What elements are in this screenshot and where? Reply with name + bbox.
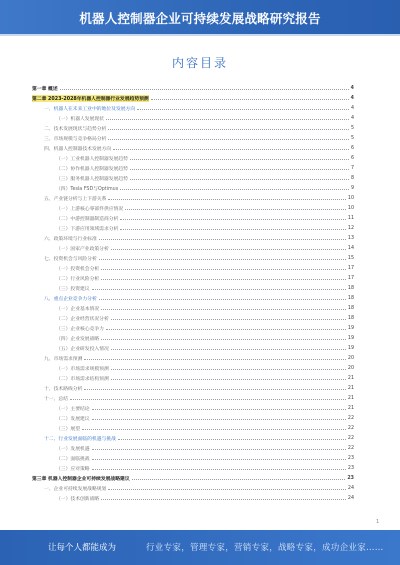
toc-dot-leader (84, 358, 346, 360)
toc-dot-leader (108, 488, 346, 490)
toc-entry[interactable] (32, 283, 354, 293)
toc-entry-label: 二、技术发展现状与趋势分析 (44, 126, 107, 132)
toc-dot-leader (92, 288, 346, 290)
toc-entry-label: 四、机器人控制器技术发展方向 (44, 146, 112, 152)
toc-entry-page: 13 (347, 235, 354, 241)
toc-entry-page: 19 (347, 345, 354, 351)
toc-dot-leader (92, 458, 346, 460)
toc-entry-page: 5 (350, 135, 354, 141)
toc-entry[interactable] (32, 143, 354, 153)
toc-entry-page: 21 (347, 375, 354, 381)
toc-entry[interactable] (32, 423, 354, 433)
toc-entry[interactable] (32, 163, 354, 173)
toc-entry-page: 19 (347, 325, 354, 331)
table-of-contents (32, 83, 354, 517)
toc-entry[interactable] (32, 433, 354, 443)
toc-entry-label: 第一章 概述 (32, 86, 58, 92)
toc-entry[interactable] (32, 133, 354, 143)
toc-entry[interactable] (32, 183, 354, 193)
toc-entry-label: 十二、行业发展面临的机遇与挑战 (44, 436, 116, 442)
toc-entry[interactable] (32, 413, 354, 423)
toc-entry-page: 11 (347, 215, 354, 221)
toc-entry[interactable] (32, 453, 354, 463)
toc-entry-label: 七、投资机会与风险分析 (44, 256, 97, 262)
toc-entry-page: 17 (347, 275, 354, 281)
toc-entry[interactable] (32, 483, 354, 493)
toc-dot-leader (130, 168, 349, 170)
report-header-banner (0, 0, 400, 34)
toc-entry-page: 5 (350, 125, 354, 131)
toc-entry-page: 4 (350, 105, 354, 111)
toc-entry[interactable] (32, 213, 354, 223)
toc-entry-label: （四）企业发展战略 (56, 336, 100, 342)
toc-entry[interactable] (32, 403, 354, 413)
toc-entry-label: 六、政策环境与行业标准 (44, 236, 97, 242)
toc-entry-label: （一）技术创新战略 (56, 496, 100, 502)
toc-entry-page: 4 (350, 115, 354, 121)
toc-entry-page: 7 (350, 165, 354, 171)
report-title: 机器人控制器企业可持续发展战略研究报告 (79, 11, 321, 26)
toc-dot-leader (111, 348, 346, 350)
toc-entry-label: （三）服务机器人控制器发展趋势 (56, 176, 128, 182)
toc-entry-page: 22 (347, 415, 354, 421)
footer-banner (0, 530, 400, 565)
toc-entry[interactable] (32, 363, 354, 373)
toc-entry-label: 一、机器人在未来工业中的地位及发展方向 (44, 106, 136, 112)
toc-entry[interactable] (32, 493, 354, 503)
toc-entry-page: 21 (347, 405, 354, 411)
toc-entry-page: 18 (347, 305, 354, 311)
toc-entry-label: （三）下游应用领域需求分析 (56, 226, 119, 232)
toc-entry[interactable] (32, 83, 354, 93)
toc-dot-leader (92, 418, 346, 420)
footer-tagline: 行业专家，管理专家，营销专家，战略专家，成功企业家…… (146, 543, 384, 553)
toc-entry[interactable] (32, 333, 354, 343)
toc-entry[interactable] (32, 373, 354, 383)
toc-dot-leader (137, 108, 349, 110)
toc-entry-label: （二）市场需求结构预测 (56, 376, 109, 382)
toc-entry[interactable] (32, 153, 354, 163)
toc-entry-page: 22 (347, 435, 354, 441)
toc-entry[interactable] (32, 383, 354, 393)
toc-dot-leader (70, 398, 346, 400)
toc-dot-leader (92, 408, 346, 410)
toc-dot-leader (111, 318, 346, 320)
toc-entry-page: 15 (347, 255, 354, 261)
toc-entry-label: （四）Tesla FSD与Optimus (56, 186, 119, 192)
toc-dot-leader (101, 338, 346, 340)
toc-entry[interactable] (32, 273, 354, 283)
toc-entry-label: （三）展望 (56, 426, 80, 432)
toc-entry[interactable] (32, 343, 354, 353)
toc-entry[interactable] (32, 113, 354, 123)
toc-dot-leader (132, 478, 346, 480)
toc-entry[interactable] (32, 473, 354, 483)
toc-entry-page: 24 (347, 485, 354, 491)
toc-entry-label: 一、企业可持续发展战略规划 (44, 486, 107, 492)
toc-entry-label: 八、重点企业竞争力分析 (44, 296, 97, 302)
toc-entry-label: 第三章 机器人控制器企业可持续发展战略建议 (32, 476, 130, 482)
toc-entry-label: （一）主要结论 (56, 406, 90, 412)
toc-dot-leader (130, 158, 349, 160)
toc-entry-page: 4 (350, 85, 354, 91)
toc-entry-page: 4 (350, 95, 354, 101)
toc-entry-label: （五）企业研发投入情况 (56, 346, 109, 352)
toc-entry[interactable] (32, 253, 354, 263)
toc-entry-label: （三）应对策略 (56, 466, 90, 472)
toc-entry-label: （一）发展机遇 (56, 446, 90, 452)
toc-entry-page: 18 (347, 315, 354, 321)
toc-entry[interactable] (32, 393, 354, 403)
toc-entry-label: （一）市场需求规模预测 (56, 366, 109, 372)
toc-entry[interactable] (32, 353, 354, 363)
toc-entry-page: 9 (350, 185, 354, 191)
toc-heading: 内容目录 (171, 56, 228, 70)
toc-entry[interactable] (32, 463, 354, 473)
toc-entry-page: 19 (347, 335, 354, 341)
toc-entry-page: 10 (347, 195, 354, 201)
toc-entry-label: （二）发展建议 (56, 416, 90, 422)
toc-entry[interactable] (32, 243, 354, 253)
toc-entry-label: （一）企业基本情况 (56, 306, 100, 312)
toc-entry-page: 12 (347, 225, 354, 231)
footer-slogan: 让每个人都能成为 (48, 543, 117, 553)
toc-entry[interactable] (32, 303, 354, 313)
toc-dot-leader (111, 248, 346, 250)
toc-dot-leader (108, 138, 349, 140)
toc-entry-page: 18 (347, 285, 354, 291)
toc-entry[interactable] (32, 223, 354, 233)
toc-dot-leader (106, 328, 346, 330)
toc-entry-label: 十一、总结 (44, 396, 68, 402)
toc-dot-leader (113, 148, 349, 150)
toc-entry[interactable] (32, 323, 354, 333)
toc-dot-leader (101, 278, 346, 280)
toc-entry-page: 6 (350, 145, 354, 151)
toc-entry-label: （一）上游核心零部件供应情况 (56, 206, 124, 212)
toc-entry-label: 第二章 2023-2028年机器人控制器行业发展趋势预测 (32, 96, 149, 102)
toc-dot-leader (108, 198, 346, 200)
toc-dot-leader (106, 118, 349, 120)
toc-entry-page: 20 (347, 365, 354, 371)
toc-dot-leader (99, 298, 346, 300)
toc-dot-leader (99, 258, 346, 260)
toc-dot-leader (92, 468, 346, 470)
toc-dot-leader (130, 178, 349, 180)
page-number: 1 (376, 519, 380, 525)
toc-entry-page: 14 (347, 245, 354, 251)
toc-entry[interactable] (32, 313, 354, 323)
toc-dot-leader (84, 388, 346, 390)
toc-dot-leader (108, 128, 349, 130)
toc-entry-page: 21 (347, 385, 354, 391)
toc-entry[interactable] (32, 193, 354, 203)
toc-entry-label: （二）中游控制器制造商分析 (56, 216, 119, 222)
toc-entry-page: 17 (347, 265, 354, 271)
toc-entry[interactable] (32, 233, 354, 243)
toc-dot-leader (101, 498, 346, 500)
toc-entry-page: 8 (350, 175, 354, 181)
toc-entry-label: （二）面临挑战 (56, 456, 90, 462)
toc-dot-leader (111, 368, 346, 370)
toc-entry[interactable] (32, 103, 354, 113)
toc-entry-page: 6 (350, 155, 354, 161)
toc-entry-page: 23 (347, 465, 354, 471)
toc-entry[interactable] (32, 93, 354, 103)
toc-entry-label: 五、产业链分析与上下游关系 (44, 196, 107, 202)
toc-dot-leader (60, 88, 349, 90)
header-divider (0, 34, 400, 36)
toc-dot-leader (125, 208, 346, 210)
toc-dot-leader (82, 428, 346, 430)
toc-entry[interactable] (32, 263, 354, 273)
toc-dot-leader (111, 378, 346, 380)
toc-dot-leader (120, 228, 346, 230)
toc-entry[interactable] (32, 293, 354, 303)
toc-entry-page: 22 (347, 445, 354, 451)
toc-dot-leader (101, 308, 346, 310)
toc-entry-page: 10 (347, 205, 354, 211)
toc-dot-leader (151, 98, 349, 100)
toc-entry-label: （一）工业机器人控制器发展趋势 (56, 156, 128, 162)
toc-entry-label: （二）行业风险分析 (56, 276, 100, 282)
toc-dot-leader (120, 218, 346, 220)
toc-entry-page: 20 (347, 355, 354, 361)
toc-entry-label: （一）机器人发展现状 (56, 116, 104, 122)
toc-entry-label: （二）企业经营状况分析 (56, 316, 109, 322)
toc-entry-label: （二）协作机器人控制器发展趋势 (56, 166, 128, 172)
toc-dot-leader (101, 268, 346, 270)
toc-entry-page: 24 (347, 495, 354, 501)
toc-dot-leader (99, 238, 346, 240)
toc-entry-label: （一）投资机会分析 (56, 266, 100, 272)
toc-entry-page: 22 (347, 425, 354, 431)
toc-dot-leader (118, 438, 346, 440)
toc-entry-label: 九、市场需求预测 (44, 356, 83, 362)
toc-dot-leader (92, 448, 346, 450)
toc-entry-page: 23 (347, 455, 354, 461)
toc-entry[interactable] (32, 173, 354, 183)
toc-entry[interactable] (32, 443, 354, 453)
toc-entry-page: 21 (347, 395, 354, 401)
toc-entry-label: （一）国家产业政策分析 (56, 246, 109, 252)
toc-entry-label: （三）投资建议 (56, 286, 90, 292)
toc-entry-page: 23 (347, 475, 354, 481)
toc-entry-page: 18 (347, 295, 354, 301)
toc-entry-label: （三）企业核心竞争力 (56, 326, 104, 332)
toc-dot-leader (120, 188, 349, 190)
toc-entry-label: 十、技术路线分析 (44, 386, 83, 392)
toc-entry[interactable] (32, 203, 354, 213)
toc-entry[interactable] (32, 123, 354, 133)
toc-entry-label: 三、市场规模与竞争格局分析 (44, 136, 107, 142)
